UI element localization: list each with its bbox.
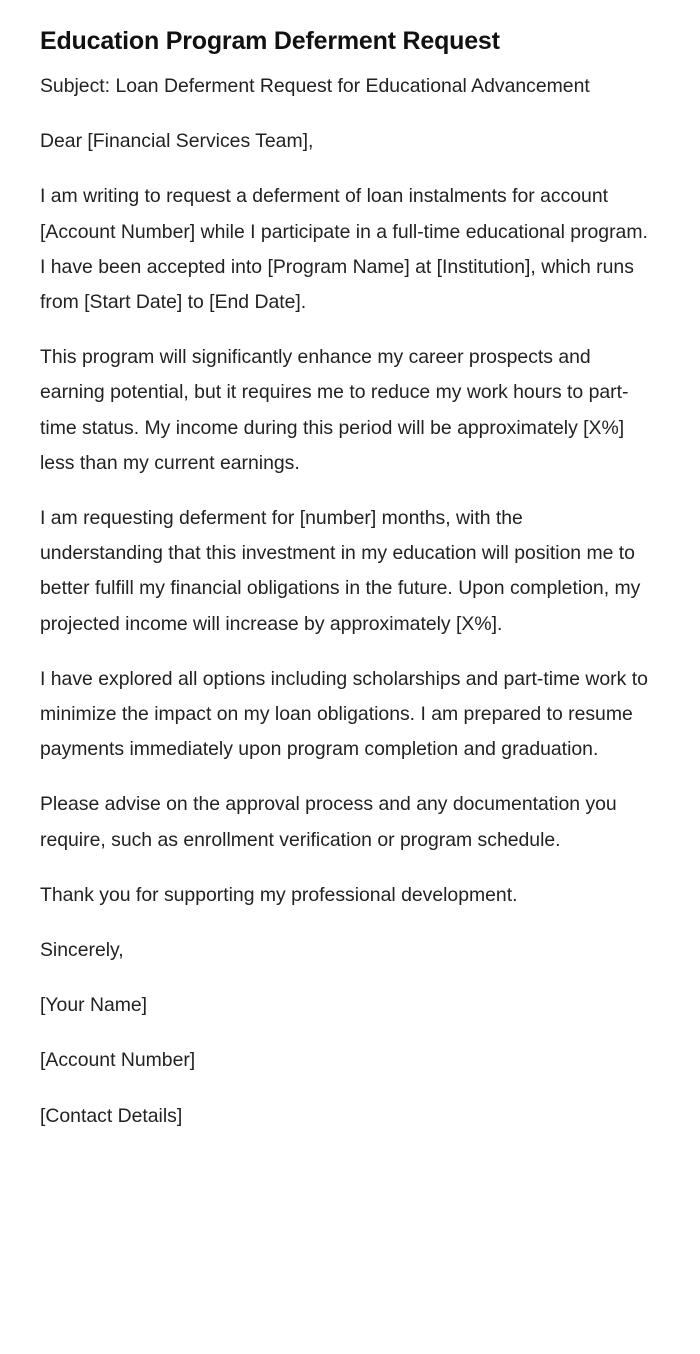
body-paragraph-options: I have explored all options including scholarships and part-time work to minimize the impact on my loan obligations. I am prepared to resume payments immediately upon program completion and graduation.	[40, 667, 648, 761]
body-paragraph-advise: Please advise on the approval process and any documentation you require, such as enrollment verification or program schedule.	[40, 793, 617, 851]
body-paragraph-duration: I am requesting deferment for [number] months, with the understanding that this investment in my education will position me to better fulfill my financial obligations in the future. Upon completion, my projected income will increase by approximately [X%].	[40, 507, 641, 635]
sign-off: Sincerely,	[40, 939, 124, 962]
signature-contact-details: [Contact Details]	[40, 1104, 183, 1127]
salutation: Dear [Financial Services Team],	[40, 130, 314, 153]
body-paragraph-impact: This program will significantly enhance my career prospects and earning potential, but it requires me to reduce my work hours to part-time status. My income during this period will be approximately [X%] less than my current earnings.	[40, 346, 629, 474]
document-title: Education Program Deferment Request	[40, 27, 500, 55]
signature-name: [Your Name]	[40, 994, 148, 1017]
signature-account-number: [Account Number]	[40, 1049, 196, 1072]
closing-thanks: Thank you for supporting my professional development.	[40, 883, 518, 906]
subject-line: Subject: Loan Deferment Request for Educational Advancement	[40, 75, 590, 97]
body-paragraph-request: I am writing to request a deferment of loan instalments for account [Account Number] while I participate in a full-time educational program. I have been accepted into [Program Name] at [Institution], which runs from [Start Date] to [End Date].	[40, 185, 648, 314]
